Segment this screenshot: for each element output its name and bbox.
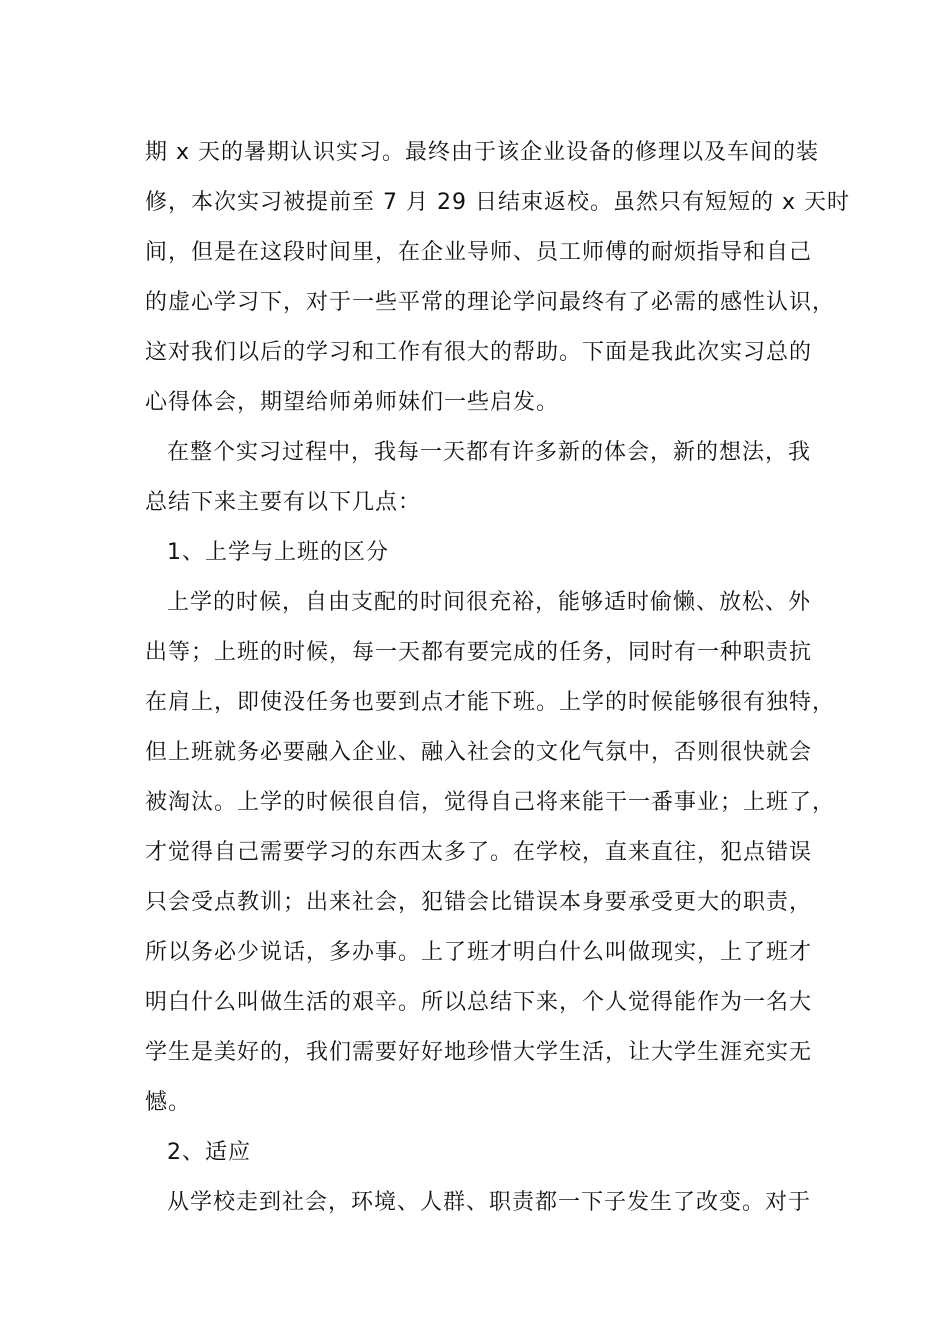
text-line: 间，但是在这段时间里，在企业导师、员工师傅的耐烦指导和自己 — [145, 240, 813, 265]
text-line: 总结下来主要有以下几点： — [145, 490, 422, 515]
text-line: 1、上学与上班的区分 — [167, 540, 389, 565]
text-line: 2、适应 — [167, 1140, 251, 1165]
text-line: 被淘汰。上学的时候很自信，觉得自己将来能干一番事业；上班了， — [145, 790, 836, 815]
text-line: 心得体会，期望给师弟师妹们一些启发。 — [145, 390, 560, 415]
text-line: 才觉得自己需要学习的东西太多了。在学校，直来直往，犯点错误 — [145, 840, 813, 865]
text-line: 期 x 天的暑期认识实习。最终由于该企业设备的修理以及车间的装 — [145, 140, 820, 165]
text-line: 憾。 — [145, 1090, 192, 1115]
text-line: 这对我们以后的学习和工作有很大的帮助。下面是我此次实习总的 — [145, 340, 813, 365]
text-line: 从学校走到社会，环境、人群、职责都一下子发生了改变。对于 — [167, 1190, 812, 1215]
text-line: 明白什么叫做生活的艰辛。所以总结下来，个人觉得能作为一名大 — [145, 990, 813, 1015]
text-line: 在肩上，即使没任务也要到点才能下班。上学的时候能够很有独特， — [145, 690, 836, 715]
text-line: 的虚心学习下，对于一些平常的理论学问最终有了必需的感性认识， — [145, 290, 836, 315]
text-line: 只会受点教训；出来社会，犯错会比错误本身要承受更大的职责， — [145, 890, 813, 915]
text-line: 所以务必少说话，多办事。上了班才明白什么叫做现实，上了班才 — [145, 940, 813, 965]
text-line: 学生是美好的，我们需要好好地珍惜大学生活，让大学生涯充实无 — [145, 1040, 813, 1065]
text-line: 修，本次实习被提前至 7 月 29 日结束返校。虽然只有短短的 x 天时 — [145, 190, 850, 215]
text-line: 上学的时候，自由支配的时间很充裕，能够适时偷懒、放松、外 — [167, 590, 812, 615]
text-line: 但上班就务必要融入企业、融入社会的文化气氛中，否则很快就会 — [145, 740, 813, 765]
text-line: 出等；上班的时候，每一天都有要完成的任务，同时有一种职责抗 — [145, 640, 813, 665]
body-text — [145, 128, 850, 1228]
text-line: 在整个实习过程中，我每一天都有许多新的体会，新的想法，我 — [167, 440, 812, 465]
